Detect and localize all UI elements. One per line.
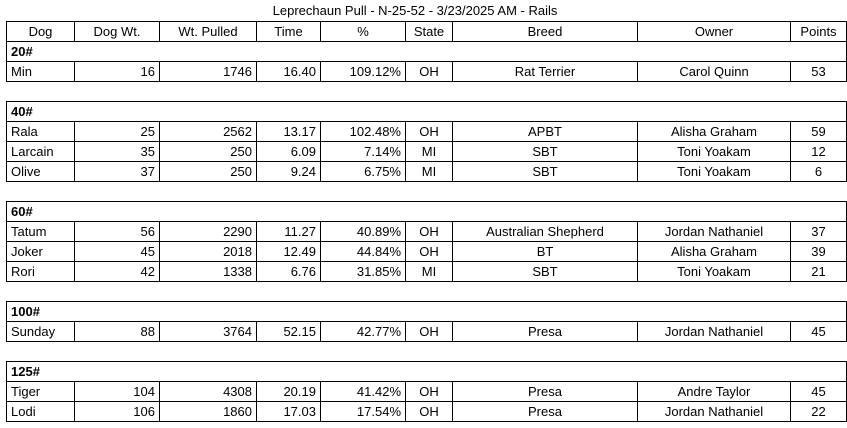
state-cell: MI — [406, 142, 453, 162]
dog-name-cell: Olive — [7, 162, 75, 182]
time-cell: 9.24 — [257, 162, 321, 182]
table-row — [7, 242, 847, 262]
weight-pulled-cell: 3764 — [160, 322, 257, 342]
table-row — [7, 222, 847, 242]
group-spacer — [7, 182, 847, 202]
dog-weight-cell: 16 — [75, 62, 160, 82]
state-cell: OH — [406, 242, 453, 262]
owner-cell: Andre Taylor — [638, 382, 791, 402]
weight-pulled-cell: 4308 — [160, 382, 257, 402]
weight-pulled-cell: 1338 — [160, 262, 257, 282]
time-cell: 17.03 — [257, 402, 321, 422]
table-row — [7, 162, 847, 182]
breed-cell: APBT — [453, 122, 638, 142]
time-cell: 16.40 — [257, 62, 321, 82]
group-spacer — [7, 282, 847, 302]
weight-class-label: 40# — [7, 102, 847, 122]
points-cell: 37 — [791, 222, 847, 242]
state-cell: OH — [406, 222, 453, 242]
group-spacer — [7, 82, 847, 102]
col-header-owner: Owner — [638, 22, 791, 42]
percent-cell: 44.84% — [321, 242, 406, 262]
col-header-time: Time — [257, 22, 321, 42]
percent-cell: 42.77% — [321, 322, 406, 342]
breed-cell: Rat Terrier — [453, 62, 638, 82]
dog-weight-cell: 25 — [75, 122, 160, 142]
dog-name-cell: Lodi — [7, 402, 75, 422]
time-cell: 6.09 — [257, 142, 321, 162]
weight-pulled-cell: 2562 — [160, 122, 257, 142]
table-row — [7, 382, 847, 402]
results-body — [7, 42, 847, 422]
points-cell: 6 — [791, 162, 847, 182]
breed-cell: BT — [453, 242, 638, 262]
table-row — [7, 142, 847, 162]
state-cell: OH — [406, 62, 453, 82]
state-cell: OH — [406, 402, 453, 422]
time-cell: 20.19 — [257, 382, 321, 402]
percent-cell: 40.89% — [321, 222, 406, 242]
state-cell: OH — [406, 382, 453, 402]
percent-cell: 109.12% — [321, 62, 406, 82]
dog-name-cell: Larcain — [7, 142, 75, 162]
table-row — [7, 322, 847, 342]
points-cell: 39 — [791, 242, 847, 262]
time-cell: 52.15 — [257, 322, 321, 342]
owner-cell: Toni Yoakam — [638, 142, 791, 162]
dog-weight-cell: 104 — [75, 382, 160, 402]
col-header-percent: % — [321, 22, 406, 42]
col-header-state: State — [406, 22, 453, 42]
col-header-breed: Breed — [453, 22, 638, 42]
owner-cell: Alisha Graham — [638, 122, 791, 142]
dog-weight-cell: 56 — [75, 222, 160, 242]
owner-cell: Toni Yoakam — [638, 262, 791, 282]
points-cell: 59 — [791, 122, 847, 142]
breed-cell: SBT — [453, 142, 638, 162]
weight-class-label: 125# — [7, 362, 847, 382]
dog-name-cell: Min — [7, 62, 75, 82]
dog-name-cell: Sunday — [7, 322, 75, 342]
table-row — [7, 402, 847, 422]
state-cell: OH — [406, 122, 453, 142]
points-cell: 12 — [791, 142, 847, 162]
state-cell: MI — [406, 162, 453, 182]
dog-weight-cell: 42 — [75, 262, 160, 282]
percent-cell: 41.42% — [321, 382, 406, 402]
dog-weight-cell: 106 — [75, 402, 160, 422]
dog-weight-cell: 37 — [75, 162, 160, 182]
weight-class-label: 60# — [7, 202, 847, 222]
owner-cell: Jordan Nathaniel — [638, 322, 791, 342]
breed-cell: SBT — [453, 162, 638, 182]
owner-cell: Toni Yoakam — [638, 162, 791, 182]
owner-cell: Jordan Nathaniel — [638, 402, 791, 422]
weight-pulled-cell: 1746 — [160, 62, 257, 82]
state-cell: OH — [406, 322, 453, 342]
col-header-dog-weight: Dog Wt. — [75, 22, 160, 42]
col-header-weight-pulled: Wt. Pulled — [160, 22, 257, 42]
dog-name-cell: Tiger — [7, 382, 75, 402]
weight-pulled-cell: 2018 — [160, 242, 257, 262]
dog-name-cell: Joker — [7, 242, 75, 262]
weight-class-row — [7, 42, 847, 62]
table-row — [7, 62, 847, 82]
group-spacer — [7, 342, 847, 362]
state-cell: MI — [406, 262, 453, 282]
results-table — [6, 21, 847, 422]
time-cell: 13.17 — [257, 122, 321, 142]
dog-name-cell: Rori — [7, 262, 75, 282]
sheet-title: Leprechaun Pull - N-25-52 - 3/23/2025 AM - Rails — [272, 3, 558, 18]
weight-pulled-cell: 2290 — [160, 222, 257, 242]
weight-pulled-cell: 250 — [160, 162, 257, 182]
percent-cell: 6.75% — [321, 162, 406, 182]
header-row — [7, 22, 847, 42]
points-cell: 45 — [791, 382, 847, 402]
time-cell: 6.76 — [257, 262, 321, 282]
owner-cell: Jordan Nathaniel — [638, 222, 791, 242]
col-header-dog: Dog — [7, 22, 75, 42]
weight-class-row — [7, 362, 847, 382]
breed-cell: Australian Shepherd — [453, 222, 638, 242]
weight-class-row — [7, 302, 847, 322]
table-row — [7, 122, 847, 142]
percent-cell: 102.48% — [321, 122, 406, 142]
weight-class-row — [7, 102, 847, 122]
weight-pulled-cell: 250 — [160, 142, 257, 162]
dog-name-cell: Tatum — [7, 222, 75, 242]
dog-name-cell: Rala — [7, 122, 75, 142]
percent-cell: 17.54% — [321, 402, 406, 422]
time-cell: 12.49 — [257, 242, 321, 262]
breed-cell: Presa — [453, 402, 638, 422]
breed-cell: SBT — [453, 262, 638, 282]
weight-pulled-cell: 1860 — [160, 402, 257, 422]
dog-weight-cell: 88 — [75, 322, 160, 342]
weight-class-label: 20# — [7, 42, 847, 62]
col-header-points: Points — [791, 22, 847, 42]
weight-class-label: 100# — [7, 302, 847, 322]
percent-cell: 7.14% — [321, 142, 406, 162]
dog-weight-cell: 35 — [75, 142, 160, 162]
points-cell: 45 — [791, 322, 847, 342]
time-cell: 11.27 — [257, 222, 321, 242]
owner-cell: Carol Quinn — [638, 62, 791, 82]
points-cell: 22 — [791, 402, 847, 422]
percent-cell: 31.85% — [321, 262, 406, 282]
points-cell: 53 — [791, 62, 847, 82]
breed-cell: Presa — [453, 322, 638, 342]
owner-cell: Alisha Graham — [638, 242, 791, 262]
table-row — [7, 262, 847, 282]
dog-weight-cell: 45 — [75, 242, 160, 262]
weight-class-row — [7, 202, 847, 222]
breed-cell: Presa — [453, 382, 638, 402]
points-cell: 21 — [791, 262, 847, 282]
